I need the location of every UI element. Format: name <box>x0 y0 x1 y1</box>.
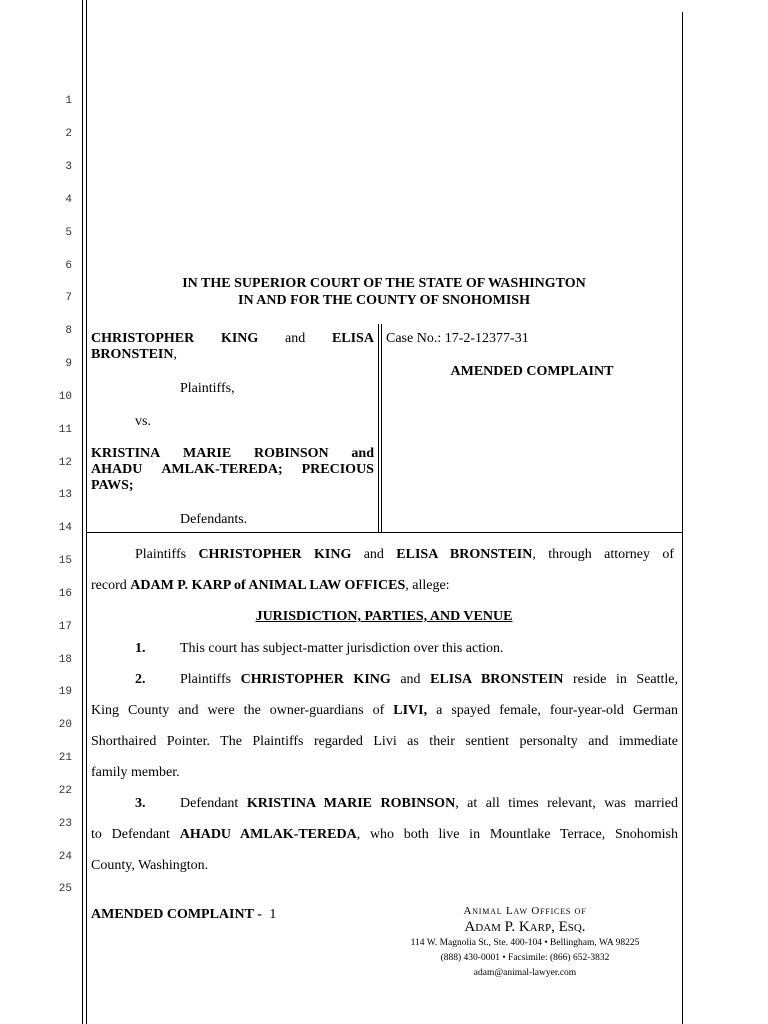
para-text: a spayed female, four-year-old German <box>427 703 678 718</box>
line-number: 9 <box>65 358 72 370</box>
defendants-names-line2 <box>91 462 374 478</box>
defendant-word: MARIE <box>183 446 232 461</box>
firm-address: 114 W. Magnolia St., Ste. 400-104 • Bellingham, WA 98225 <box>410 938 640 948</box>
case-number: Case No.: 17-2-12377-31 <box>386 331 529 346</box>
paragraph-2-line3: Shorthaired Pointer. The Plaintiffs regarded Livi as their sentient personalty and immediate <box>91 734 678 749</box>
line-number: 17 <box>58 621 72 633</box>
defendant-word: AHADU <box>91 462 143 477</box>
defendant-word: and <box>351 446 374 461</box>
defendant-name: AHADU AMLAK-TEREDA <box>179 827 357 842</box>
intro-text: and <box>351 547 397 562</box>
para-text: , who both live in Mountlake Terrace, Snohomish <box>356 827 678 842</box>
line-number: 1 <box>65 95 72 107</box>
paragraph-number: 2. <box>135 672 146 687</box>
versus-label: vs. <box>135 414 151 429</box>
plaintiff-name: ELISA BRONSTEIN <box>430 672 564 687</box>
firm-name-line2: Adam P. Karp, Esq. <box>464 919 586 935</box>
line-number: 24 <box>58 851 72 863</box>
line-number: 21 <box>58 752 72 764</box>
paragraph-2-line4: family member. <box>91 765 180 780</box>
plaintiff-name: CHRISTOPHER KING <box>198 547 352 562</box>
line-number: 22 <box>58 785 72 797</box>
line-number: 19 <box>58 686 72 698</box>
line-number: 11 <box>58 424 72 436</box>
para-text: and <box>390 672 431 687</box>
defendant-word: AMLAK-TEREDA; <box>161 462 283 477</box>
plaintiff-word: CHRISTOPHER <box>91 331 195 346</box>
paragraph-3-line2 <box>91 827 678 843</box>
line-number: 10 <box>58 391 72 403</box>
left-margin-rule-inner <box>86 0 87 1024</box>
plaintiff-word: KING <box>220 331 259 346</box>
line-number: 18 <box>58 654 72 666</box>
para-text: to Defendant <box>91 827 180 842</box>
paragraph-number: 3. <box>135 796 146 811</box>
line-number: 6 <box>65 260 72 272</box>
caption-bottom-rule <box>86 532 682 533</box>
line-number: 2 <box>65 128 72 140</box>
footer-page-number: 1 <box>269 907 277 922</box>
plaintiff-word: ELISA <box>331 331 374 346</box>
plaintiff-word: and <box>285 331 306 346</box>
court-county: IN AND FOR THE COUNTY OF SNOHOMISH <box>238 293 530 308</box>
document-title: AMENDED COMPLAINT <box>450 364 614 379</box>
line-number: 8 <box>65 325 72 337</box>
line-number: 16 <box>58 588 72 600</box>
para-text: King County and were the owner-guardians of <box>91 703 394 718</box>
defendants-names-line3: PAWS; <box>91 478 134 493</box>
paragraph-3-line1 <box>180 796 678 812</box>
paragraph-2-line2 <box>91 703 678 719</box>
plaintiff-name: CHRISTOPHER KING <box>240 672 391 687</box>
paragraph-number: 1. <box>135 641 146 656</box>
line-number: 20 <box>58 719 72 731</box>
line-number: 7 <box>65 292 72 304</box>
punctuation: , <box>173 347 177 362</box>
footer-doc-title: AMENDED COMPLAINT - <box>91 907 262 922</box>
intro-line2 <box>91 578 450 594</box>
defendant-word: ROBINSON <box>253 446 329 461</box>
firm-email: adam@animal-lawyer.com <box>473 968 577 978</box>
line-number: 3 <box>65 161 72 173</box>
line-number: 23 <box>58 818 72 830</box>
plaintiffs-names-line1 <box>91 331 374 347</box>
defendant-word: KRISTINA <box>91 446 161 461</box>
firm-phone: (888) 430-0001 • Facsimile: (866) 652-3832 <box>440 953 610 963</box>
line-number: 13 <box>58 489 72 501</box>
line-number: 14 <box>58 522 72 534</box>
para-text: Defendant <box>180 796 247 811</box>
line-number: 12 <box>58 457 72 469</box>
right-margin-rule <box>682 12 683 1024</box>
intro-text: record <box>91 578 131 593</box>
plaintiff-word: BRONSTEIN <box>91 347 174 362</box>
footer-title <box>91 907 276 923</box>
caption-divider-right <box>381 324 382 532</box>
line-number: 15 <box>58 555 72 567</box>
intro-line1 <box>91 547 674 563</box>
para-text: Plaintiffs <box>180 672 241 687</box>
attorney-name: ADAM P. KARP of ANIMAL LAW OFFICES <box>130 578 406 593</box>
paragraph-3-line3: County, Washington. <box>91 858 209 873</box>
intro-text: , through attorney of <box>532 547 675 562</box>
section-heading: JURISDICTION, PARTIES, AND VENUE <box>255 609 513 624</box>
defendant-name: KRISTINA MARIE ROBINSON <box>246 796 456 811</box>
court-title: IN THE SUPERIOR COURT OF THE STATE OF WASHINGTON <box>182 276 586 291</box>
plaintiffs-label: Plaintiffs, <box>180 381 235 396</box>
firm-name-line1: Animal Law Offices of <box>463 905 587 917</box>
plaintiff-name: ELISA BRONSTEIN <box>396 547 533 562</box>
plaintiffs-names-line2 <box>91 347 374 363</box>
defendants-names-line1 <box>91 446 374 462</box>
line-number: 5 <box>65 227 72 239</box>
intro-text: , allege: <box>405 578 450 593</box>
caption-divider-left <box>378 324 379 532</box>
para-text: , at all times relevant, was married <box>455 796 678 811</box>
left-margin-rule-outer <box>82 0 83 1024</box>
line-number: 4 <box>65 194 72 206</box>
paragraph-1-text: This court has subject-matter jurisdiction over this action. <box>180 641 504 656</box>
defendant-word: PRECIOUS <box>301 462 374 477</box>
defendants-label: Defendants. <box>180 512 248 527</box>
dog-name: LIVI, <box>393 703 428 718</box>
paragraph-2-line1 <box>180 672 678 688</box>
line-number: 25 <box>58 883 72 895</box>
intro-text: Plaintiffs <box>135 547 199 562</box>
para-text: reside in Seattle, <box>563 672 679 687</box>
